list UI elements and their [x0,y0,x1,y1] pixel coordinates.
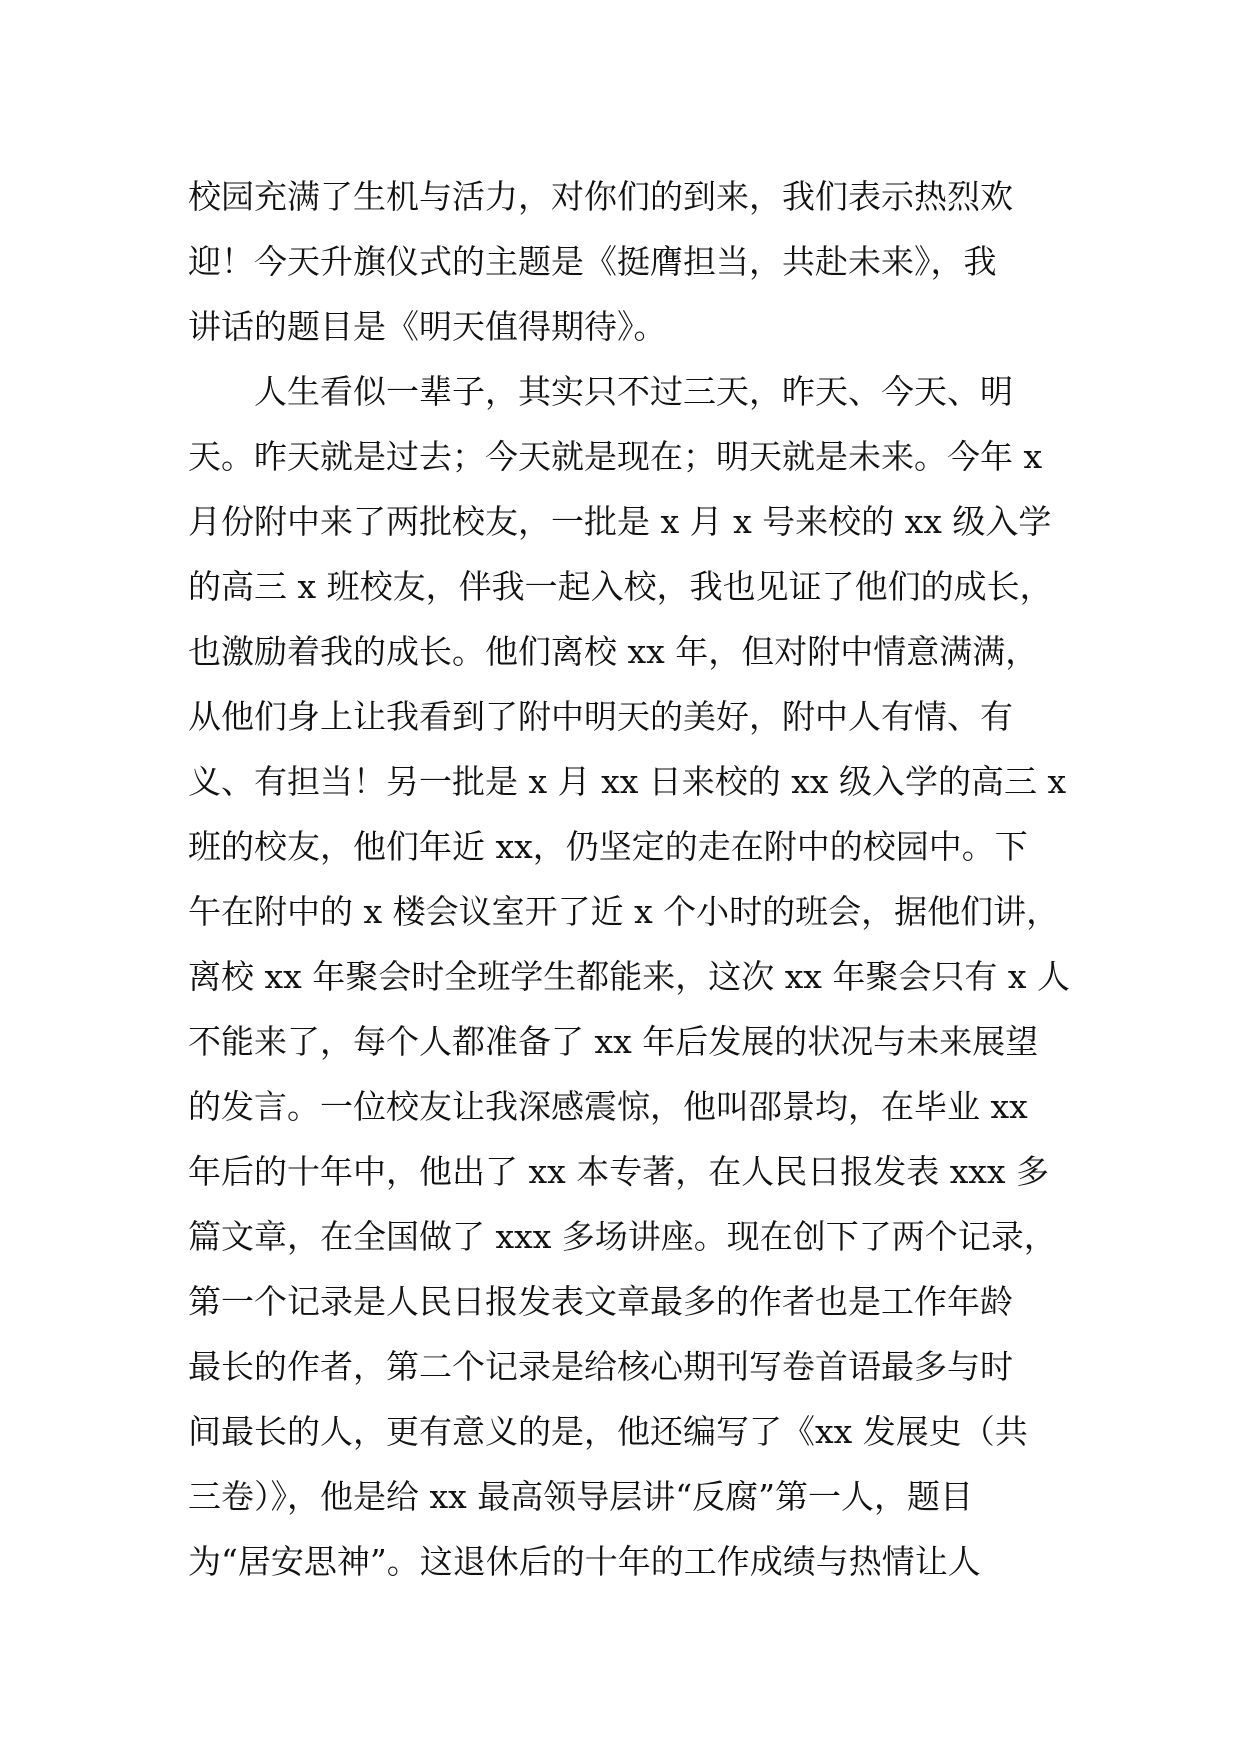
text-line: 月份附中来了两批校友，一批是 x 月 x 号来校的 xx 级入学 [188,502,1052,541]
text-line: 讲话的题目是《明天值得期待》。 [188,307,667,346]
text-line: 为“居安思神”。这退休后的十年的工作成绩与热情让人 [188,1542,981,1581]
text-line: 从他们身上让我看到了附中明天的美好，附中人有情、有 [188,697,1013,736]
text-line: 第一个记录是人民日报发表文章最多的作者也是工作年龄 [188,1282,1013,1321]
text-line: 也激励着我的成长。他们离校 xx 年，但对附中情意满满， [188,632,1039,671]
text-line: 的发言。一位校友让我深感震惊，他叫邵景均，在毕业 xx [188,1087,1028,1126]
text-line: 间最长的人，更有意义的是，他还编写了《xx 发展史（共 [188,1412,1028,1451]
text-line: 义、有担当！另一批是 x 月 xx 日来校的 xx 级入学的高三 x [188,762,1067,801]
text-line: 天。昨天就是过去；今天就是现在；明天就是未来。今年 x [188,437,1043,476]
text-line: 三卷）》，他是给 xx 最高领导层讲“反腐”第一人，题目 [188,1477,973,1516]
text-line: 迎！今天升旗仪式的主题是《挺膺担当，共赴未来》，我 [188,242,997,281]
speech-body-text [188,164,1068,1594]
text-line: 不能来了，每个人都准备了 xx 年后发展的状况与未来展望 [188,1022,1039,1061]
text-line: 班的校友，他们年近 xx，仍坚定的走在附中的校园中。下 [188,827,1028,866]
text-line: 篇文章，在全国做了 xxx 多场讲座。现在创下了两个记录， [188,1217,1057,1256]
text-line: 离校 xx 年聚会时全班学生都能来，这次 xx 年聚会只有 x 人 [188,957,1070,996]
text-line: 最长的作者，第二个记录是给核心期刊写卷首语最多与时 [188,1347,1013,1386]
text-line: 校园充满了生机与活力，对你们的到来，我们表示热烈欢 [188,177,1013,216]
text-line: 午在附中的 x 楼会议室开了近 x 个小时的班会，据他们讲， [188,892,1060,931]
text-line: 人生看似一辈子，其实只不过三天，昨天、今天、明 [188,372,1013,411]
text-line: 年后的十年中，他出了 xx 本专著，在人民日报发表 xxx 多 [188,1152,1050,1191]
text-line: 的高三 x 班校友，伴我一起入校，我也见证了他们的成长， [188,567,1053,606]
